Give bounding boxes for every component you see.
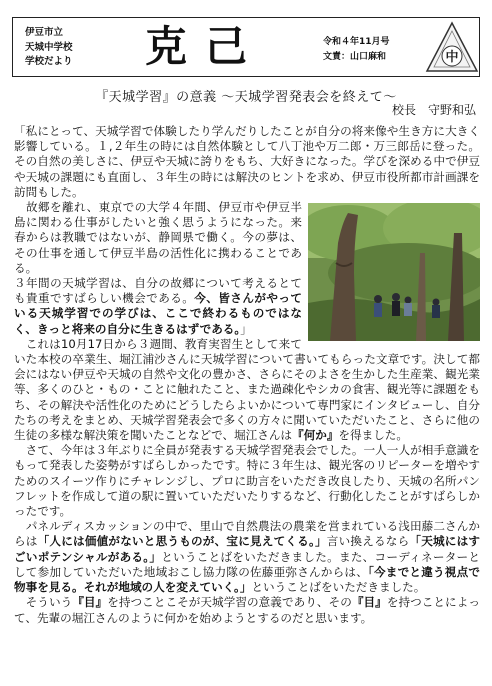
paragraph: [14, 337, 480, 443]
school-name: 天城中学校: [25, 41, 73, 53]
paragraph: [14, 443, 480, 519]
paragraph-text: を持つことこそが天城学習の意義であり、その: [107, 595, 352, 610]
newsletter-label: 学校だより: [25, 56, 73, 67]
emblem-char: 中: [445, 50, 459, 65]
author-label: 文責：山口麻和: [323, 52, 387, 62]
paragraph-text: そういう: [25, 595, 73, 610]
emphasis-text: 今、皆さんがやっている天城学習での学びは、ここで終わるものではなく、きっと将来の自分に生きるはずである。: [14, 291, 302, 336]
paragraph-text: ということばをいただきました。: [251, 580, 426, 595]
masthead: [12, 17, 480, 77]
forest-hike-photo: [308, 203, 480, 341]
paragraph-text: 」: [240, 321, 252, 336]
paragraph-text: を得ました。: [338, 428, 408, 443]
emphasis-text: 『目』: [72, 595, 108, 610]
paragraph-text: ということばをいただきました。また、コーディネーターとして参加していただいた地域おこし協力隊の佐藤亜弥さんからは、: [14, 549, 481, 579]
school-info: [25, 26, 73, 70]
paragraph-text: 言い換えるなら: [326, 534, 410, 549]
paragraph-text: これは10月17日から３週間、教育実習生として来ていた本校の卒業生、堀江浦沙さんに天城学習について書いてもらった文章です。決して都会にはない伊豆や天城の自然や文化の豊かさ、さらにそのよさを生かした生産業、観光業等、多くのひと・もの・ことに触れたこと、また過疎化やシカの食害、観光等に課題をもち、その解決や活性化のためにどうしたらよいかについて専門家にインタビューし、自分たちの考えをまとめ、天城学習発表会で多くの方々に聞いていただいたこと、さらに他の生徒の多様な解決策を聞いたことなどで、堀江さんは: [14, 336, 480, 443]
article-byline: 校長 守野和弘: [391, 103, 476, 117]
quote-text: 「天城にはすごいポテンシャルがある。」: [14, 534, 480, 564]
school-city: 伊豆市立: [25, 27, 64, 38]
issue-info: [323, 35, 390, 65]
paragraph: [14, 595, 480, 625]
paragraph-text: パネルディスカッションの中で、里山で自然農法の農業を営まれている浅田藤二さんからは: [14, 519, 480, 549]
issue-date: 令和４年11月号: [323, 37, 390, 47]
paragraph-text: を持つことによって、先輩の堀江さんのように何かを始めようとするのだと思います。: [14, 595, 480, 625]
emphasis-text: 『目』: [351, 595, 387, 610]
emphasis-text: 『何か』: [292, 428, 339, 443]
article-title: 『天城学習』の意義 ～天城学習発表会を終えて～: [95, 90, 397, 105]
article-body: [14, 124, 480, 626]
quote-text: 「今までと違う視点で物事を見る。それが地域の人を変えていく。」: [14, 564, 480, 595]
quote-text: 「人には価値がないと思うものが、宝に見えてくる。」: [37, 534, 327, 549]
paragraph: [14, 519, 480, 595]
paragraph-text: ３年間の天城学習は、自分の故郷について考えるとても貴重ですばらしい機会である。: [14, 276, 302, 306]
paragraph-text: 故郷を離れ、東京での大学４年間、伊豆市や伊豆半島に関わる仕事がしたいと強く思うようになった。来春からは教職ではないが、静岡県で働く。今の夢は、その仕事を通して伊豆半島の活性化に携わることである。: [14, 200, 302, 275]
newsletter-title: 克己: [145, 22, 266, 71]
paragraph: 「私にとって、天城学習で体験したり学んだりしたことが自分の将来像や生き方に大きく影響している。１,２年生の時には自然体験として八丁池や万二郎・万三郎岳に登った。その自然の美しさに、伊豆や天城に誇りをもち、大好きになった。学びを深める中で伊豆や天城の課題にも直面し、３年生の時には解決のヒントを求め、伊豆市役所都市計画課を訪問もした。: [14, 124, 480, 199]
school-emblem-icon: [425, 21, 479, 75]
paragraph-text: さて、今年は３年ぶりに全員が発表する天城学習発表会でした。一人一人が相手意識をもって発表した姿勢がすばらしかったです。特に３年生は、観光客のリピーターを増やすためのスイーツ作りにチャレンジし、プロに助言をいただき改良したり、天城の名所パンフレットを作成して道の駅に置いていただいたりするなど、行動化したことがすばらしかったです。: [14, 443, 480, 519]
